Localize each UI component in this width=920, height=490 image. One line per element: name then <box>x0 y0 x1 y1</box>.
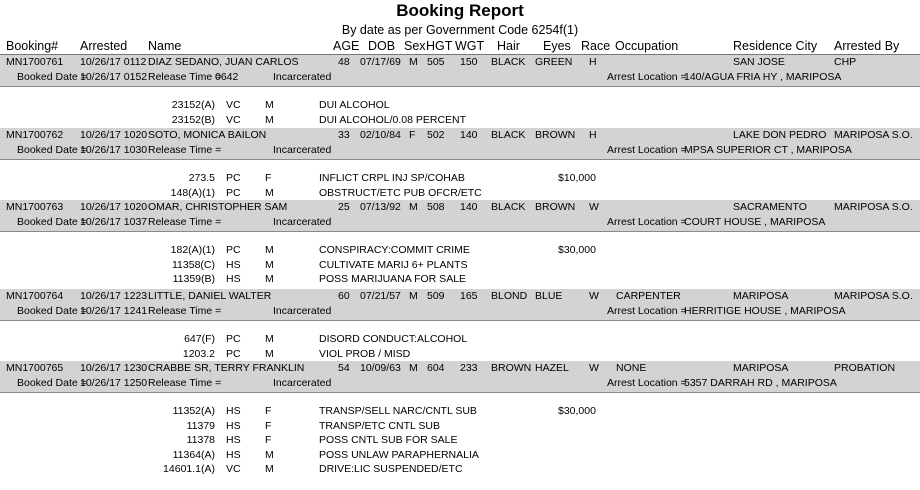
arresting-agency: MARIPOSA S.O. <box>834 201 913 213</box>
release-time-label: Release Time = <box>148 377 222 389</box>
booked-date-value: 10/26/17 0152 <box>80 71 148 83</box>
bail-amount: $30,000 <box>558 244 596 256</box>
arrestee-sex: M <box>409 201 418 213</box>
arrested-datetime: 10/26/17 1223 <box>80 290 148 302</box>
arrestee-weight: 233 <box>460 362 478 374</box>
header-age: AGE <box>333 39 360 53</box>
arrestee-dob: 07/17/69 <box>360 56 401 68</box>
arrestee-eyes: BLUE <box>535 290 563 302</box>
charge-description: DRIVE:LIC SUSPENDED/ETC <box>319 463 463 475</box>
charge-level: M <box>265 448 274 461</box>
arrestee-height: 502 <box>427 129 445 141</box>
booking-number: MN1700763 <box>6 201 64 213</box>
charge-description: DUI ALCOHOL <box>319 99 390 111</box>
charge-description: POSS UNLAW PARAPHERNALIA <box>319 448 479 461</box>
charge-code: 11359(B) <box>172 273 215 285</box>
arrestee-name: LITTLE, DANIEL WALTER <box>148 290 272 302</box>
charge-description: TRANSP/ETC CNTL SUB <box>319 419 440 432</box>
arrestee-hair: BLACK <box>491 129 526 141</box>
arresting-agency: MARIPOSA S.O. <box>834 129 913 141</box>
arrested-datetime: 10/26/17 1020 <box>80 129 148 141</box>
header-hair: Hair <box>497 39 520 53</box>
custody-status: Incarcerated <box>273 377 332 389</box>
arrestee-height: 509 <box>427 290 445 302</box>
residence-city: MARIPOSA <box>733 362 789 374</box>
header-booking: Booking# <box>6 39 59 53</box>
booked-date-label: Booked Date = <box>17 377 87 389</box>
charge-level: M <box>265 347 274 360</box>
bail-amount: $10,000 <box>558 172 596 184</box>
charge-description: CONSPIRACY:COMMIT CRIME <box>319 244 470 256</box>
charge-level: M <box>265 244 274 256</box>
charge-code: 11358(C) <box>172 258 215 271</box>
arresting-agency: MARIPOSA S.O. <box>834 290 913 302</box>
charge-type: HS <box>226 273 241 285</box>
charge-type: PC <box>226 333 241 345</box>
booked-date-value: 10/26/17 1241 <box>80 305 148 317</box>
arrestee-race: W <box>589 362 599 374</box>
arrestee-dob: 02/10/84 <box>360 129 401 141</box>
release-time-label: Release Time = <box>148 216 222 228</box>
record-divider <box>0 231 920 232</box>
custody-status: Incarcerated <box>273 216 332 228</box>
header-occupation: Occupation <box>615 39 679 53</box>
charge-level: M <box>265 273 274 285</box>
charge-description: OBSTRUCT/ETC PUB OFCR/ETC <box>319 186 482 199</box>
arrest-location-value: COURT HOUSE , MARIPOSA <box>684 216 826 228</box>
arrestee-age: 54 <box>338 362 350 374</box>
arrestee-eyes: BROWN <box>535 129 576 141</box>
booked-date-value: 10/26/17 1037 <box>80 216 148 228</box>
arresting-agency: CHP <box>834 56 857 68</box>
arrestee-name: SOTO, MONICA BAILON <box>148 129 267 141</box>
booking-number: MN1700765 <box>6 362 64 374</box>
arresting-agency: PROBATION <box>834 362 896 374</box>
arrest-location-value: MPSA SUPERIOR CT , MARIPOSA <box>684 144 852 156</box>
charge-level: F <box>265 172 272 184</box>
arrestee-race: W <box>589 290 599 302</box>
arrestee-age: 60 <box>338 290 350 302</box>
record-divider <box>0 159 920 160</box>
charge-type: VC <box>226 113 241 126</box>
charge-type: VC <box>226 99 241 111</box>
charge-type: PC <box>226 244 241 256</box>
charge-type: HS <box>226 448 241 461</box>
release-time-label: Release Time = <box>148 305 222 317</box>
charge-type: HS <box>226 258 241 271</box>
header-sex: Sex <box>404 39 426 53</box>
arrestee-eyes: HAZEL <box>535 362 569 374</box>
charge-description: DISORD CONDUCT:ALCOHOL <box>319 333 468 345</box>
charge-code: 11352(A) <box>172 405 215 417</box>
arrestee-sex: F <box>409 129 416 141</box>
arrestee-hair: BLACK <box>491 201 526 213</box>
arrestee-age: 33 <box>338 129 350 141</box>
arrest-location-label: Arrest Location = <box>607 144 687 156</box>
arrestee-height: 508 <box>427 201 445 213</box>
release-time-value: 0642 <box>215 71 239 83</box>
charge-type: PC <box>226 186 241 199</box>
header-name: Name <box>148 39 182 53</box>
header-race: Race <box>581 39 611 53</box>
arrestee-sex: M <box>409 290 418 302</box>
arrested-datetime: 10/26/17 1230 <box>80 362 148 374</box>
header-residence-city: Residence City <box>733 39 818 53</box>
custody-status: Incarcerated <box>273 144 332 156</box>
header-eyes: Eyes <box>543 39 571 53</box>
charge-level: M <box>265 99 274 111</box>
charge-description: DUI ALCOHOL/0.08 PERCENT <box>319 113 467 126</box>
arrestee-occupation: CARPENTER <box>616 290 681 302</box>
report-title: Booking Report <box>396 1 524 20</box>
booking-number: MN1700762 <box>6 129 64 141</box>
charge-code: 647(F) <box>184 333 215 345</box>
charge-level: M <box>265 333 274 345</box>
arrest-location-label: Arrest Location = <box>607 71 687 83</box>
arrested-datetime: 10/26/17 0112 <box>80 56 147 68</box>
charge-code: 23152(B) <box>171 113 215 126</box>
arrestee-dob: 10/09/63 <box>360 362 401 374</box>
arrestee-age: 48 <box>338 56 350 68</box>
arrest-location-label: Arrest Location = <box>607 377 687 389</box>
arrested-datetime: 10/26/17 1020 <box>80 201 148 213</box>
charge-level: F <box>265 405 272 417</box>
arrestee-race: H <box>589 129 597 141</box>
arrestee-weight: 140 <box>460 201 478 213</box>
record-divider <box>0 320 920 321</box>
record-divider <box>0 86 920 87</box>
residence-city: SAN JOSE <box>733 56 785 68</box>
arrestee-dob: 07/21/57 <box>360 290 401 302</box>
report-subtitle: By date as per Government Code 6254f(1) <box>341 23 579 37</box>
charge-description: POSS MARIJUANA FOR SALE <box>319 273 467 285</box>
arrestee-eyes: BROWN <box>535 201 576 213</box>
arrest-location-label: Arrest Location = <box>607 216 687 228</box>
arrestee-occupation: NONE <box>616 362 647 374</box>
charge-description: TRANSP/SELL NARC/CNTL SUB <box>319 405 477 417</box>
arrestee-sex: M <box>409 56 418 68</box>
booking-number: MN1700761 <box>6 56 64 68</box>
charge-description: INFLICT CRPL INJ SP/COHAB <box>319 172 465 184</box>
charge-type: HS <box>226 405 241 417</box>
charge-level: M <box>265 258 274 271</box>
bail-amount: $30,000 <box>558 405 596 417</box>
arrestee-race: H <box>589 56 597 68</box>
booked-date-label: Booked Date = <box>17 144 87 156</box>
charge-code: 148(A)(1) <box>170 186 215 199</box>
arrestee-height: 505 <box>427 56 445 68</box>
arrest-location-value: HERRITIGE HOUSE , MARIPOSA <box>684 305 846 317</box>
header-wgt: WGT <box>455 39 485 53</box>
arrestee-weight: 165 <box>460 290 478 302</box>
booked-date-value: 10/26/17 1030 <box>80 144 148 156</box>
arrestee-name: CRABBE SR, TERRY FRANKLIN <box>148 362 305 374</box>
booked-date-value: 10/26/17 1250 <box>80 377 148 389</box>
charge-code: 11378 <box>186 434 215 446</box>
arrestee-hair: BLOND <box>491 290 528 302</box>
charge-level: M <box>265 113 274 126</box>
arrest-location-value: 140/AGUA FRIA HY , MARIPOSA <box>684 71 842 83</box>
arrestee-age: 25 <box>338 201 350 213</box>
release-time-label: Release Time = <box>148 71 222 83</box>
residence-city: SACRAMENTO <box>733 201 807 213</box>
booking-number: MN1700764 <box>6 290 64 302</box>
charge-description: VIOL PROB / MISD <box>319 347 411 360</box>
arrestee-race: W <box>589 201 599 213</box>
arrestee-sex: M <box>409 362 418 374</box>
custody-status: Incarcerated <box>273 71 332 83</box>
charge-type: HS <box>226 419 241 432</box>
charge-level: F <box>265 434 272 446</box>
booked-date-label: Booked Date = <box>17 216 87 228</box>
booked-date-label: Booked Date = <box>17 305 87 317</box>
release-time-label: Release Time = <box>148 144 222 156</box>
charge-type: PC <box>226 172 241 184</box>
record-divider <box>0 392 920 393</box>
charge-type: PC <box>226 347 241 360</box>
arrestee-hair: BROWN <box>491 362 532 374</box>
charge-level: M <box>265 186 274 199</box>
charge-code: 23152(A) <box>171 99 215 111</box>
booked-date-label: Booked Date = <box>17 71 87 83</box>
charge-type: HS <box>226 434 241 446</box>
header-arrested-by: Arrested By <box>834 39 900 53</box>
arrest-location-label: Arrest Location = <box>607 305 687 317</box>
residence-city: LAKE DON PEDRO <box>733 129 827 141</box>
charge-code: 1203.2 <box>182 347 215 360</box>
header-hgt: HGT <box>426 39 453 53</box>
charge-description: POSS CNTL SUB FOR SALE <box>319 434 458 446</box>
charge-description: CULTIVATE MARIJ 6+ PLANTS <box>319 258 468 271</box>
custody-status: Incarcerated <box>273 305 332 317</box>
charge-code: 14601.1(A) <box>163 463 215 475</box>
arrestee-weight: 150 <box>460 56 478 68</box>
charge-code: 11379 <box>186 419 215 432</box>
arrestee-name: DIAZ SEDANO, JUAN CARLOS <box>148 56 299 68</box>
charge-level: M <box>265 463 274 475</box>
header-dob: DOB <box>368 39 396 53</box>
arrestee-hair: BLACK <box>491 56 526 68</box>
arrestee-name: OMAR, CHRISTOPHER SAM <box>148 201 288 213</box>
residence-city: MARIPOSA <box>733 290 789 302</box>
charge-code: 182(A)(1) <box>170 244 215 256</box>
arrestee-eyes: GREEN <box>535 56 573 68</box>
charge-type: VC <box>226 463 241 475</box>
arrestee-height: 604 <box>427 362 445 374</box>
arrest-location-value: 5357 DARRAH RD , MARIPOSA <box>684 377 837 389</box>
header-arrested: Arrested <box>80 39 128 53</box>
charge-code: 11364(A) <box>172 448 215 461</box>
charge-level: F <box>265 419 272 432</box>
arrestee-dob: 07/13/92 <box>360 201 401 213</box>
arrestee-weight: 140 <box>460 129 478 141</box>
charge-code: 273.5 <box>188 172 215 184</box>
